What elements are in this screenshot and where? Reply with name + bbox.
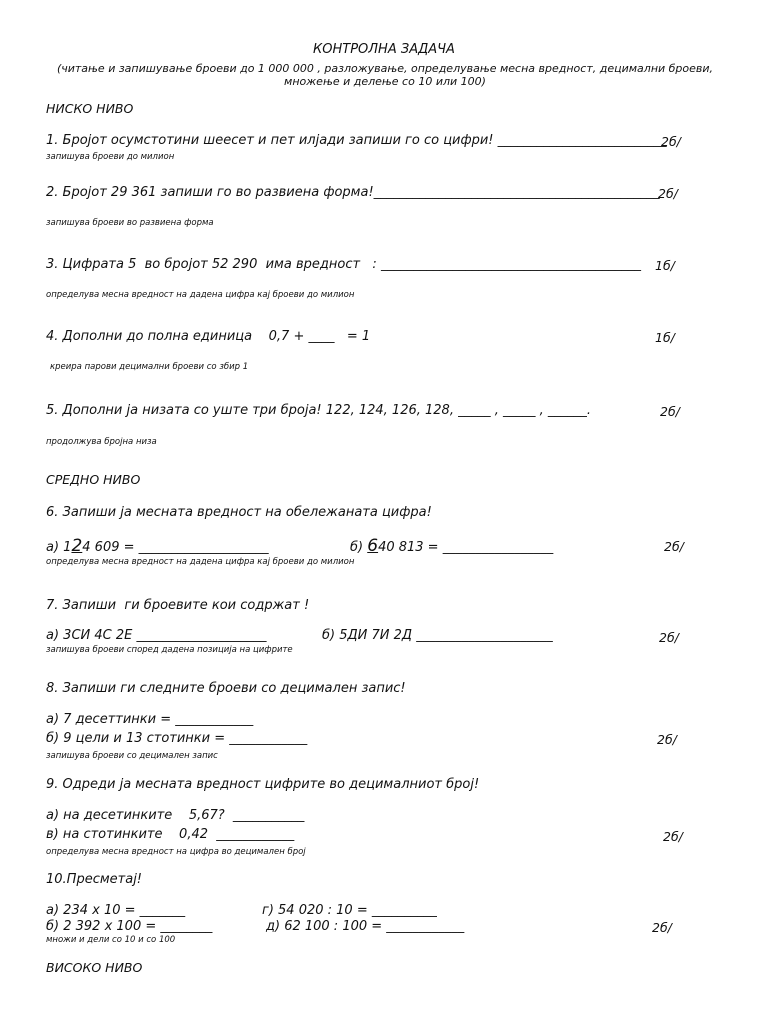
question-6-part-a-prefix: а) 1 [46,540,72,555]
question-1-text: 1. Бројот осумстотини шеесет и пет илјади запиши го со цифри! __________________________ [46,133,667,148]
question-5-text: 5. Дополни ја низата со уште три броја! 122, 124, 126, 128, _____ , _____ , ______. [46,403,592,418]
question-10-text: 10.Пресметај! [46,872,143,887]
question-9-part-a: а) на десетинките 5,67? ___________ [46,808,305,823]
question-10-points: 2б/ [652,920,672,935]
question-8-points: 2б/ [657,732,677,747]
question-3-note: определува месна вредност на дадена цифра кај броеви до милион [46,290,355,300]
question-7-note: запишува броеви според дадена позиција на цифрите [46,645,293,655]
question-10-part-a: а) 234 x 10 = _______ [46,903,186,918]
question-1-note: запишува броеви до милион [46,152,175,162]
question-6-part-b-marked-digit: 6 [367,536,379,556]
question-2-note: запишува броеви во развиена форма [46,218,214,228]
question-2-points: 2б/ [658,186,678,201]
question-8-note: запишува броеви со децимален запис [46,751,218,761]
question-6-note: определува месна вредност на дадена цифра кај броеви до милион [46,557,355,567]
question-5-note: продолжува бројна низа [46,437,157,447]
question-4-points: 1б/ [655,330,675,345]
question-7-text: 7. Запиши ги броевите кои содржат ! [46,598,310,613]
question-8-part-a: а) 7 десеттинки = ____________ [46,712,254,727]
question-7-part-b: б) 5ДИ 7И 2Д _____________________ [322,628,553,643]
question-6-part-b [350,536,553,556]
page-subtitle: (читање и запишување броеви до 1 000 000 , разложување, определување месна вредност, децимални броеви, множење и делење со 10 или 100) [56,62,714,88]
question-2-text: 2. Бројот 29 361 запиши го во развиена форма!____________________________________________ [46,185,660,200]
question-7-points: 2б/ [659,630,679,645]
question-6-part-a-marked-digit: 2 [71,536,83,556]
question-3-text: 3. Цифрата 5 во бројот 52 290 има вредност : ________________________________________ [46,257,641,272]
question-9-part-b: в) на стотинките 0,42 ____________ [46,827,295,842]
level-high-heading: ВИСОКО НИВО [46,960,143,975]
question-6-part-a-rest: 4 609 = ____________________ [82,540,269,555]
question-9-note: определува месна вредност на цифра во децимален број [46,847,306,857]
question-5-points: 2б/ [660,404,680,419]
level-medium-heading: СРЕДНО НИВО [46,472,141,487]
question-10-note: множи и дели со 10 и со 100 [46,935,176,945]
level-low-heading: НИСКО НИВО [46,101,134,116]
question-10-part-g: г) 54 020 : 10 = __________ [262,903,437,918]
page-title: КОНТРОЛНА ЗАДАЧА [313,42,455,57]
question-8-text: 8. Запиши ги следните броеви со децимален запис! [46,681,406,696]
question-8-part-b: б) 9 цели и 13 стотинки = ____________ [46,731,308,746]
question-1-points: 2б/ [661,134,681,149]
question-9-text: 9. Одреди ја месната вредност цифрите во децималниот број! [46,777,480,792]
question-7-part-a: а) 3СИ 4С 2Е ____________________ [46,628,267,643]
question-4-text: 4. Дополни до полна единица 0,7 + ____ = 1 [46,329,371,344]
question-6-part-b-rest: 40 813 = _________________ [378,540,554,555]
question-3-points: 1б/ [655,258,675,273]
question-9-points: 2б/ [663,829,683,844]
question-6-points: 2б/ [664,539,684,554]
question-6-text: 6. Запиши ја месната вредност на обележаната цифра! [46,505,432,520]
question-10-part-b: б) 2 392 x 100 = ________ [46,919,213,934]
question-4-note: креира парови децимални броеви со збир 1 [50,362,249,372]
question-6-part-a [46,536,269,556]
question-10-part-d: д) 62 100 : 100 = ____________ [266,919,465,934]
question-6-part-b-prefix: б) [350,540,368,555]
